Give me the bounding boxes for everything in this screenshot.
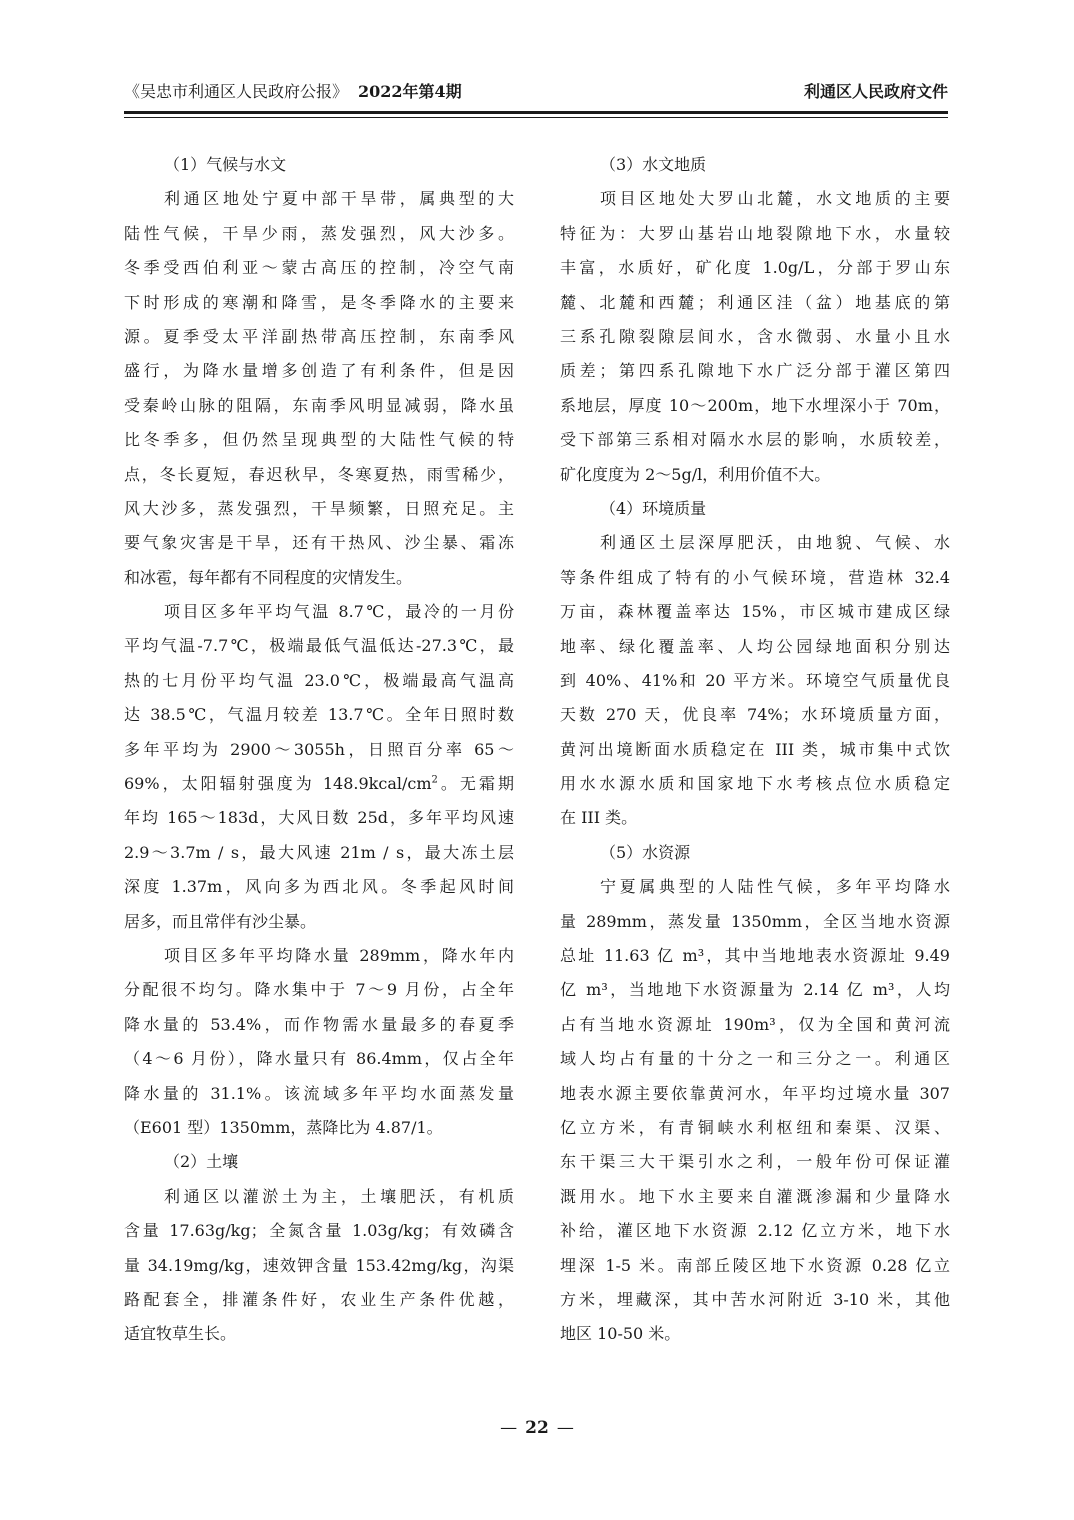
text-line: 亿立方米，有青铜峡水利枢纽和秦渠、汉渠、 [560, 1117, 950, 1137]
text-line: 宁夏属典型的人陆性气候，多年平均降水 [600, 877, 950, 897]
text-line: 深度 1.37m，风向多为西北风。冬季起风时间 [124, 877, 514, 897]
header-publication [124, 76, 462, 108]
text-line: 降水量的 53.4%，而作物需水量最多的春夏季 [124, 1014, 514, 1034]
header-rule-thick [124, 111, 948, 114]
text-line: 方米，埋藏深，其中苦水河附近 3-10 米，其他 [560, 1289, 950, 1309]
text-line: 丰富，水质好，矿化度 1.0g/L，分部于罗山东 [560, 258, 950, 278]
text-line: 利通区地处宁夏中部干旱带，属典型的大 [164, 189, 514, 209]
text-line: 量 289mm，蒸发量 1350mm，全区当地水资源 [560, 911, 950, 931]
text-line: 溉用水。地下水主要来自灌溉渗漏和少量降水 [560, 1186, 950, 1206]
section-heading-hydrogeology: （3）水文地质 [600, 155, 707, 174]
paragraph-environment [560, 526, 950, 836]
text-line: 多年平均为 2900～3055h，日照百分率 65～ [124, 739, 514, 759]
superscript: 2 [431, 774, 438, 786]
text-line: 含量 17.63g/kg；全氮含量 1.03g/kg；有效磷含 [124, 1221, 514, 1241]
text-line: 补给，灌区地下水资源 2.12 亿立方米，地下水 [560, 1221, 950, 1241]
paragraph-climate-overview [124, 182, 514, 595]
text-line: 路配套全，排灌条件好，农业生产条件优越， [124, 1289, 514, 1309]
text-line: 地表水源主要依靠黄河水，年平均过境水量 307 [560, 1083, 950, 1103]
text-line: 三系孔隙裂隙层间水，含水微弱、水量小且水 [560, 326, 950, 346]
text-line: 和冰雹，每年都有不同程度的灾情发生。 [124, 567, 413, 587]
paragraph-hydrogeology [560, 182, 950, 492]
text-line: 2.9～3.7m / s，最大风速 21m / s，最大冻土层 [124, 842, 514, 862]
text-line: 等条件组成了特有的小气候环境，营造林 32.4 [560, 567, 950, 587]
text-line: 质差；第四系孔隙地下水广泛分部于灌区第四 [560, 361, 950, 381]
right-column [560, 148, 950, 1352]
left-column [124, 148, 514, 1352]
text-line: 降水量的 31.1%。该流域多年平均水面蒸发量 [124, 1083, 514, 1103]
text-line: 热的七月份平均气温 23.0℃，极端最高气温高 [124, 670, 514, 690]
text-line: 利通区土层深厚肥沃，由地貌、气候、水 [600, 533, 950, 553]
section-heading-soil: （2）土壤 [164, 1152, 239, 1172]
section-heading-climate: （1）气候与水文 [164, 155, 287, 174]
text-line: 陆性气候，干旱少雨，蒸发强烈，风大沙多。 [124, 223, 514, 243]
text-line: 东干渠三大干渠引水之利，一般年份可保证灌 [560, 1152, 950, 1172]
text-line: 年均 165～183d，大风日数 25d，多年平均风速 [124, 808, 514, 828]
header-section: 利通区人民政府文件 [803, 82, 948, 101]
text-line: 在 III 类。 [560, 808, 638, 828]
paragraph-temperature [124, 595, 514, 939]
text-line: 受秦岭山脉的阻隔，东南季风明显减弱，降水虽 [124, 395, 514, 415]
page-footer [0, 1418, 1074, 1438]
text-line: 源。夏季受太平洋副热带高压控制，东南季风 [124, 326, 514, 346]
text-line: 项目区多年平均气温 8.7℃，最冷的一月份 [164, 602, 514, 622]
text-line: 平均气温-7.7℃，极端最低气温低达-27.3℃，最 [124, 636, 514, 656]
section-heading-environment: （4）环境质量 [600, 498, 707, 518]
footer-dash-right: — [556, 1418, 574, 1438]
paragraph-precipitation [124, 939, 514, 1145]
text-line: 冬季受西伯利亚～蒙古高压的控制，冷空气南 [124, 258, 514, 278]
text-line: 占有当地水资源址 190m³，仅为全国和黄河流 [560, 1014, 950, 1034]
text-line: 适宜牧草生长。 [124, 1324, 237, 1344]
text-line: 项目区地处大罗山北麓，水文地质的主要 [600, 189, 950, 209]
text-fragment: 。无霜期 [437, 774, 514, 794]
page-number: 22 [525, 1418, 549, 1438]
text-line: 总址 11.63 亿 m³，其中当地地表水资源址 9.49 [560, 946, 950, 966]
text-line: 麓、北麓和西麓；利通区洼（盆）地基底的第 [560, 292, 950, 312]
footer-dash-left: — [500, 1418, 518, 1438]
text-line: 到 40%、41%和 20 平方米。环境空气质量优良 [560, 670, 950, 690]
text-line: 系地层，厚度 10～200m，地下水埋深小于 70m， [560, 395, 950, 415]
text-line: 用水水源水质和国家地下水考核点位水质稳定 [560, 774, 950, 794]
text-line: 受下部第三系相对隔水水层的影响，水质较差， [560, 430, 950, 450]
text-line: 埋深 1-5 米。南部丘陵区地下水资源 0.28 亿立 [560, 1255, 950, 1275]
text-line: 特征为：大罗山基岩山地裂隙地下水，水量较 [560, 223, 950, 243]
text-line: 地区 10-50 米。 [560, 1324, 681, 1344]
text-line: 下时形成的寒潮和降雪，是冬季降水的主要来 [124, 292, 514, 312]
text-line: 亿 m³，当地地下水资源量为 2.14 亿 m³，人均 [560, 980, 950, 1000]
text-line: （E601 型）1350mm，蒸降比为 4.87/1。 [124, 1117, 443, 1137]
publication-title: 《吴忠市利通区人民政府公报》 [124, 82, 349, 101]
header-rule-thin [124, 117, 948, 118]
text-line: 地率、绿化覆盖率、人均公园绿地面积分别达 [560, 636, 950, 656]
text-line: 项目区多年平均降水量 289mm，降水年内 [164, 946, 514, 965]
text-line: 利通区以灌淤土为主，土壤肥沃，有机质 [164, 1186, 514, 1206]
text-line: 天数 270 天，优良率 74%；水环境质量方面， [560, 705, 950, 725]
section-heading-water-resources: （5）水资源 [600, 842, 691, 862]
text-line: 居多，而且常伴有沙尘暴。 [124, 911, 317, 931]
text-line: 达 38.5℃，气温月较差 13.7℃。全年日照时数 [124, 705, 514, 725]
text-line: 点，冬长夏短，春迟秋早，冬寒夏热，雨雪稀少， [124, 464, 514, 484]
text-line: 盛行，为降水量增多创造了有利条件，但是因 [124, 361, 514, 381]
text-line: 要气象灾害是干旱，还有干热风、沙尘暴、霜冻 [124, 533, 514, 553]
text-line: （4～6 月份），降水量只有 86.4mm，仅占全年 [124, 1049, 514, 1069]
text-line: 分配很不均匀。降水集中于 7～9 月份，占全年 [124, 980, 514, 1000]
running-header [124, 76, 948, 108]
text-line: 风大沙多，蒸发强烈，干旱频繁，日照充足。主 [124, 498, 514, 518]
text-line: 域人均占有量的十分之一和三分之一。利通区 [560, 1049, 950, 1069]
text-line: 黄河出境断面水质稳定在 III 类，城市集中式饮 [560, 739, 950, 759]
text-line [124, 767, 514, 801]
paragraph-soil [124, 1180, 514, 1352]
text-fragment: 69%，太阳辐射强度为 148.9kcal/cm [124, 774, 432, 794]
text-line: 比冬季多，但仍然呈现典型的大陆性气候的特 [124, 430, 514, 450]
issue-number: 2022年第4期 [358, 82, 462, 101]
text-line: 万亩，森林覆盖率达 15%，市区城市建成区绿 [560, 602, 950, 622]
text-line: 量 34.19mg/kg，速效钾含量 153.42mg/kg，沟渠 [124, 1255, 514, 1275]
text-line: 矿化度度为 2～5g/l，利用价值不大。 [560, 464, 831, 484]
paragraph-water-resources [560, 870, 950, 1351]
